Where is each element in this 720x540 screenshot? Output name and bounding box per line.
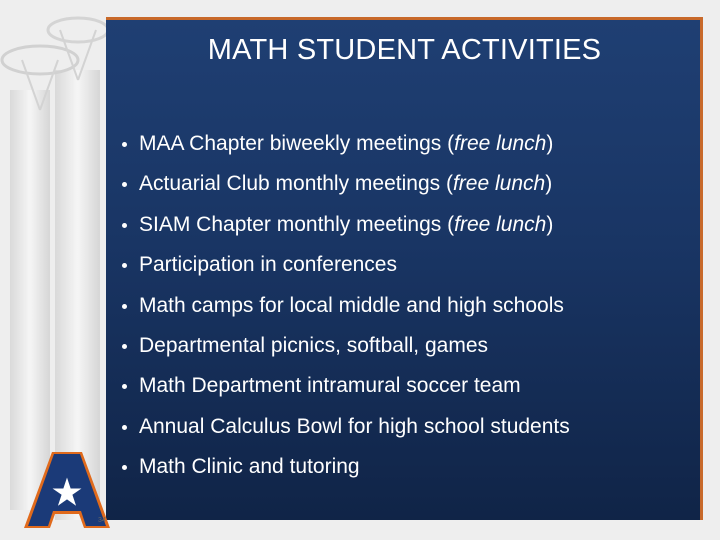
activities-list — [120, 132, 570, 496]
bullet-text: Math Clinic and tutoring — [139, 455, 360, 479]
bullet-icon — [122, 465, 127, 470]
bullet-icon — [122, 425, 127, 430]
list-item — [120, 374, 570, 414]
bullet-emphasis: free lunch — [454, 212, 547, 236]
bullet-icon — [122, 263, 127, 268]
bullet-suffix: ) — [545, 172, 553, 196]
list-item — [120, 253, 570, 293]
list-item — [120, 132, 570, 172]
bullet-text: Math Department intramural soccer team — [139, 374, 521, 398]
bullet-text: Math camps for local middle and high schools — [139, 293, 564, 317]
page-number: 34 — [98, 517, 106, 524]
bullet-icon — [122, 304, 127, 309]
bullet-text: Departmental picnics, softball, games — [139, 333, 488, 357]
list-item — [120, 172, 570, 212]
list-item — [120, 415, 570, 455]
bullet-emphasis: free lunch — [452, 172, 546, 196]
bullet-icon — [122, 384, 127, 389]
list-item — [120, 213, 570, 253]
bullet-suffix: ) — [546, 212, 554, 236]
bullet-suffix: ) — [546, 132, 554, 155]
bullet-icon — [122, 182, 127, 187]
bullet-icon — [122, 344, 127, 349]
bullet-text: Participation in conferences — [139, 253, 397, 277]
bullet-icon — [122, 223, 127, 228]
bullet-text: Actuarial Club monthly meetings ( — [139, 172, 453, 196]
bullet-text: SIAM Chapter monthly meetings ( — [139, 212, 455, 236]
bullet-icon — [122, 142, 127, 147]
list-item — [120, 294, 570, 334]
bullet-emphasis: free lunch — [454, 132, 547, 155]
slide-title: MATH STUDENT ACTIVITIES — [207, 34, 602, 66]
bullet-text: Annual Calculus Bowl for high school students — [139, 414, 570, 438]
bullet-text: MAA Chapter biweekly meetings ( — [139, 132, 455, 155]
list-item — [120, 334, 570, 374]
list-item — [120, 455, 570, 495]
